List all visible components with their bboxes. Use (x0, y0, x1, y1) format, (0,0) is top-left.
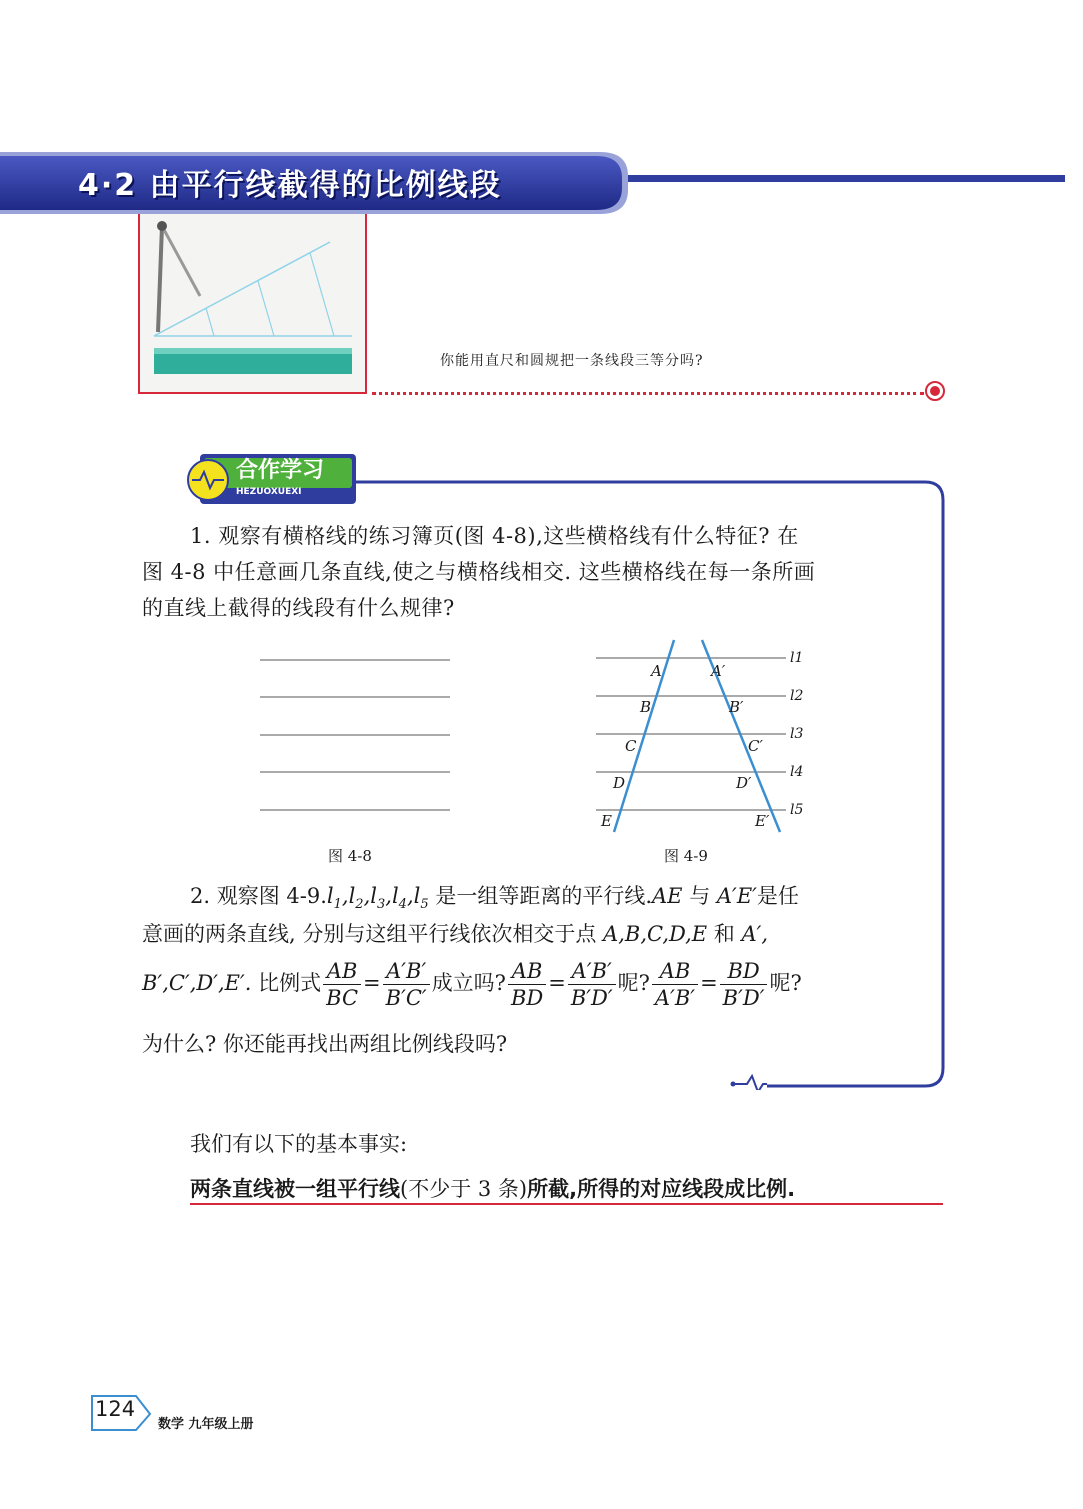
q1-line: 的直线上截得的线段有什么规律? (142, 596, 455, 620)
q2-line-3 (142, 958, 802, 1011)
point-A-prime: A′ (711, 662, 726, 680)
line-label-l4: l4 (790, 764, 804, 780)
q2-points: A,B,C,D,E (603, 922, 708, 946)
line-label-l1: l1 (790, 650, 804, 666)
q2-text: 呢? (617, 971, 650, 995)
footer-label: 数学 九年级上册 (158, 1417, 254, 1432)
fraction-A'B'-B'C': $\frac{A'B'}{B'C'}$ (383, 958, 430, 1011)
fact-text: 两条直线被一组平行线 (190, 1177, 400, 1201)
equals-sign: = (363, 971, 381, 995)
q1-line: 图 4-8 中任意画几条直线,使之与横格线相交. 这些横格线在每一条所画 (142, 560, 816, 584)
fact-text: (不少于 3 条) (400, 1177, 528, 1201)
line-label-l2: l2 (790, 688, 804, 704)
fraction-AB-BD: $\frac{AB}{BD}$ (508, 958, 546, 1011)
line-label-l5: l5 (790, 802, 804, 818)
target-dot-icon (924, 380, 946, 402)
coop-badge-title: 合作学习 (236, 458, 325, 483)
q1-line: 1. 观察有横格线的练习簿页(图 4-8),这些横格线有什么特征? 在 (190, 524, 799, 548)
fraction-A'B'-B'D': $\frac{A'B'}{B'D'}$ (568, 958, 616, 1011)
point-C: C (625, 737, 637, 755)
point-E-prime: E′ (755, 812, 770, 830)
section-title: 4·2 由平行线截得的比例线段 (78, 168, 502, 203)
point-C-prime: C′ (748, 737, 763, 755)
figure-4-8-ruled-lines (255, 650, 455, 820)
q2-text: 与 (689, 884, 711, 908)
q2-line-4: 为什么? 你还能再找出两组比例线段吗? (142, 1032, 508, 1056)
segment-AE: AE (652, 884, 683, 908)
fact-text: 所截,所得的对应线段成比例. (527, 1177, 796, 1201)
coop-badge-subtitle: HEZUOXUEXI (236, 487, 302, 497)
fact-underline (190, 1203, 943, 1205)
q2-text: 比例式 (258, 971, 322, 995)
dotted-divider (372, 392, 924, 395)
q2-line-2 (142, 918, 768, 948)
question-1 (142, 518, 922, 626)
compass-ruler-drawing (140, 214, 367, 394)
point-B-prime: B′ (729, 698, 744, 716)
intro-question: 你能用直尺和圆规把一条线段三等分吗? (440, 353, 704, 369)
q2-text: 2. 观察图 4-9. (190, 884, 327, 908)
q2-points: B′,C′,D′,E′. (142, 971, 252, 995)
intro-illustration (138, 214, 367, 394)
equals-sign: = (548, 971, 566, 995)
fraction-AB-BC: $\frac{AB}{BC}$ (323, 958, 361, 1011)
equals-sign: = (700, 971, 718, 995)
q2-points: A′, (741, 922, 769, 946)
segment-AE-prime: A′E′ (716, 884, 757, 908)
page-number: 124 (95, 1397, 136, 1421)
figure-4-9-caption: 图 4-9 (664, 847, 708, 865)
fraction-BD-B'D': $\frac{BD}{B'D'}$ (720, 958, 768, 1011)
fraction-AB-A'B': $\frac{AB}{A'B'}$ (652, 958, 698, 1011)
point-D-prime: D′ (736, 774, 752, 792)
q2-text: 成立吗? (431, 971, 506, 995)
point-E: E (601, 812, 612, 830)
point-A: A (651, 662, 662, 680)
q2-text: 呢? (769, 971, 802, 995)
q2-line-1: 2. 观察图 $4-9.l_1,l_2,l_3,l_4,l_5$ 是一组等距离的平行线.AE 与 A′E′是任 (190, 884, 799, 913)
point-D: D (613, 774, 626, 792)
q2-text: 是一组等距离的平行线. (435, 884, 653, 908)
basic-fact (190, 1173, 795, 1203)
q2-text: 意画的两条直线, 分别与这组平行线依次相交于点 (142, 922, 597, 946)
line-label-l3: l3 (790, 726, 804, 742)
fact-intro: 我们有以下的基本事实: (190, 1132, 408, 1156)
q2-text: 和 (713, 922, 735, 946)
banner-rule (628, 175, 1065, 182)
figure-4-8-caption: 图 4-8 (328, 847, 372, 865)
point-B: B (640, 698, 652, 716)
q2-text: 是任 (756, 884, 799, 908)
